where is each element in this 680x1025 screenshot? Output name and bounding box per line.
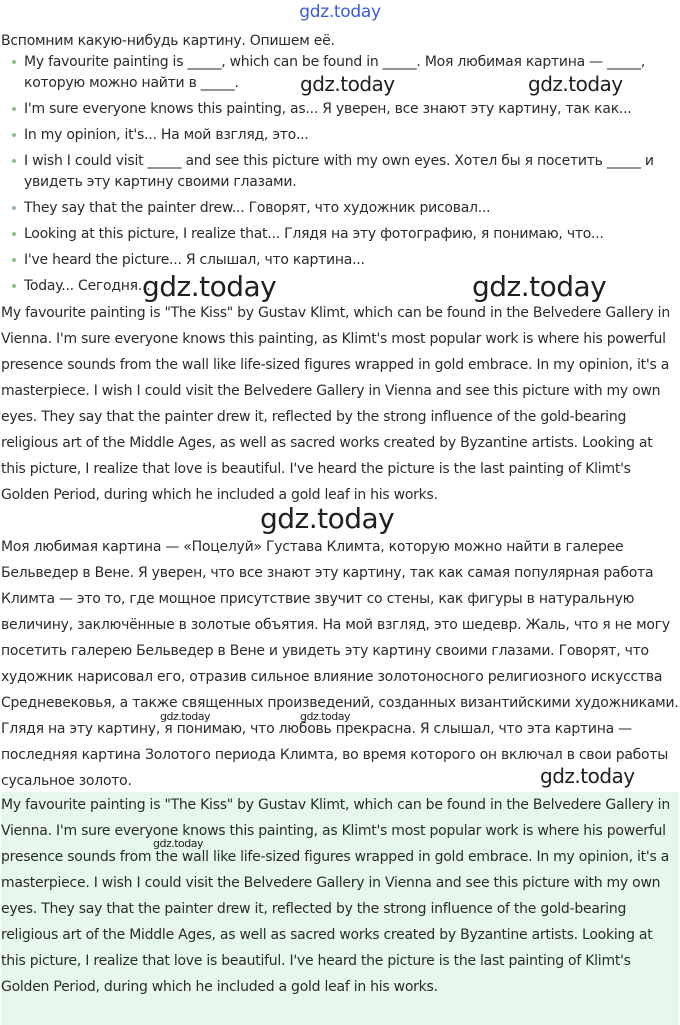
prompt-item: I'm sure everyone knows this painting, as... Я уверен, все знают эту картину, так как... [8, 99, 676, 120]
prompt-item: I've heard the picture... Я слышал, что картина... [8, 250, 676, 271]
prompt-item: They say that the painter drew... Говорят, что художник рисовал... [8, 198, 676, 219]
watermark: gdz.today [540, 764, 635, 788]
watermark: gdz.today [300, 72, 395, 96]
prompt-item: Looking at this picture, I realize that... Глядя на эту фотографию, я понимаю, что... [8, 224, 676, 245]
paragraph-russian: Моя любимая картина — «Поцелуй» Густава Климта, которую можно найти в галерее Бельведер в Вене. Я уверен, что все знают эту картину, так как самая популярная работа Климта — это то, где мощное присутствие звучит со стены, как фигуры в натуральную величину, заключённые в золотые объятия. На мой взгляд, это шедевр. Жаль, что я не могу посетить галерею Бельведер в Вене и увидеть эту картину своими глазами. Говорят, что художник нарисовал его, отразив сильное влияние золотоносного религиозного искусства Средневековья, а также священных произведений, созданных византийскими художниками. Глядя на эту картину, я понимаю, что любовь прекрасна. Я слышал, что эта картина — последняя картина Золотого периода Климта, во время которого он включал в свои работы сусальное золото. [1, 539, 679, 789]
watermark: gdz.today [528, 72, 623, 96]
watermark: gdz.today [300, 710, 351, 723]
prompt-item: Today... Сегодня... [8, 276, 676, 297]
paragraph-english: My favourite painting is "The Kiss" by Gustav Klimt, which can be found in the Belvedere Gallery in Vienna. I'm sure everyone knows this painting, as Klimt's most popular work is where his powerful presence sounds from the wall like life-sized figures wrapped in gold embrace. In my opinion, it's a masterpiece. I wish I could visit the Belvedere Gallery in Vienna and see this picture with my own eyes. They say that the painter drew it, reflected by the strong influence of the gold-bearing religious art of the Middle Ages, as well as sacred works created by Byzantine artists. Looking at this picture, I realize that love is beautiful. I've heard the picture is the last painting of Klimt's Golden Period, during which he included a gold leaf in his works. [1, 305, 670, 503]
watermark: gdz.today [142, 270, 277, 303]
watermark: gdz.today [160, 710, 211, 723]
watermark: gdz.today [472, 270, 607, 303]
top-watermark: gdz.today [299, 2, 381, 22]
prompt-item: In my opinion, it's... На мой взгляд, это... [8, 125, 676, 146]
prompt-item: I wish I could visit _____ and see this picture with my own eyes. Хотел бы я посетить _____ и увидеть эту картину своими глазами. [8, 151, 676, 193]
watermark: gdz.today [153, 837, 204, 850]
intro-heading: Вспомним какую-нибудь картину. Опишем её. [1, 33, 335, 49]
prompt-item: My favourite painting is _____, which can be found in _____. Моя любимая картина — _____, которую можно найти в _____. [8, 52, 676, 94]
watermark: gdz.today [260, 502, 395, 535]
paragraph-english-highlighted: My favourite painting is "The Kiss" by Gustav Klimt, which can be found in the Belvedere Gallery in Vienna. I'm sure everyone knows this painting, as Klimt's most popular work is where his powerful presence sounds from the wall like life-sized figures wrapped in gold embrace. In my opinion, it's a masterpiece. I wish I could visit the Belvedere Gallery in Vienna and see this picture with my own eyes. They say that the painter drew it, reflected by the strong influence of the gold-bearing religious art of the Middle Ages, as well as sacred works created by Byzantine artists. Looking at this picture, I realize that love is beautiful. I've heard the picture is the last painting of Klimt's Golden Period, during which he included a gold leaf in his works. [1, 792, 679, 1025]
